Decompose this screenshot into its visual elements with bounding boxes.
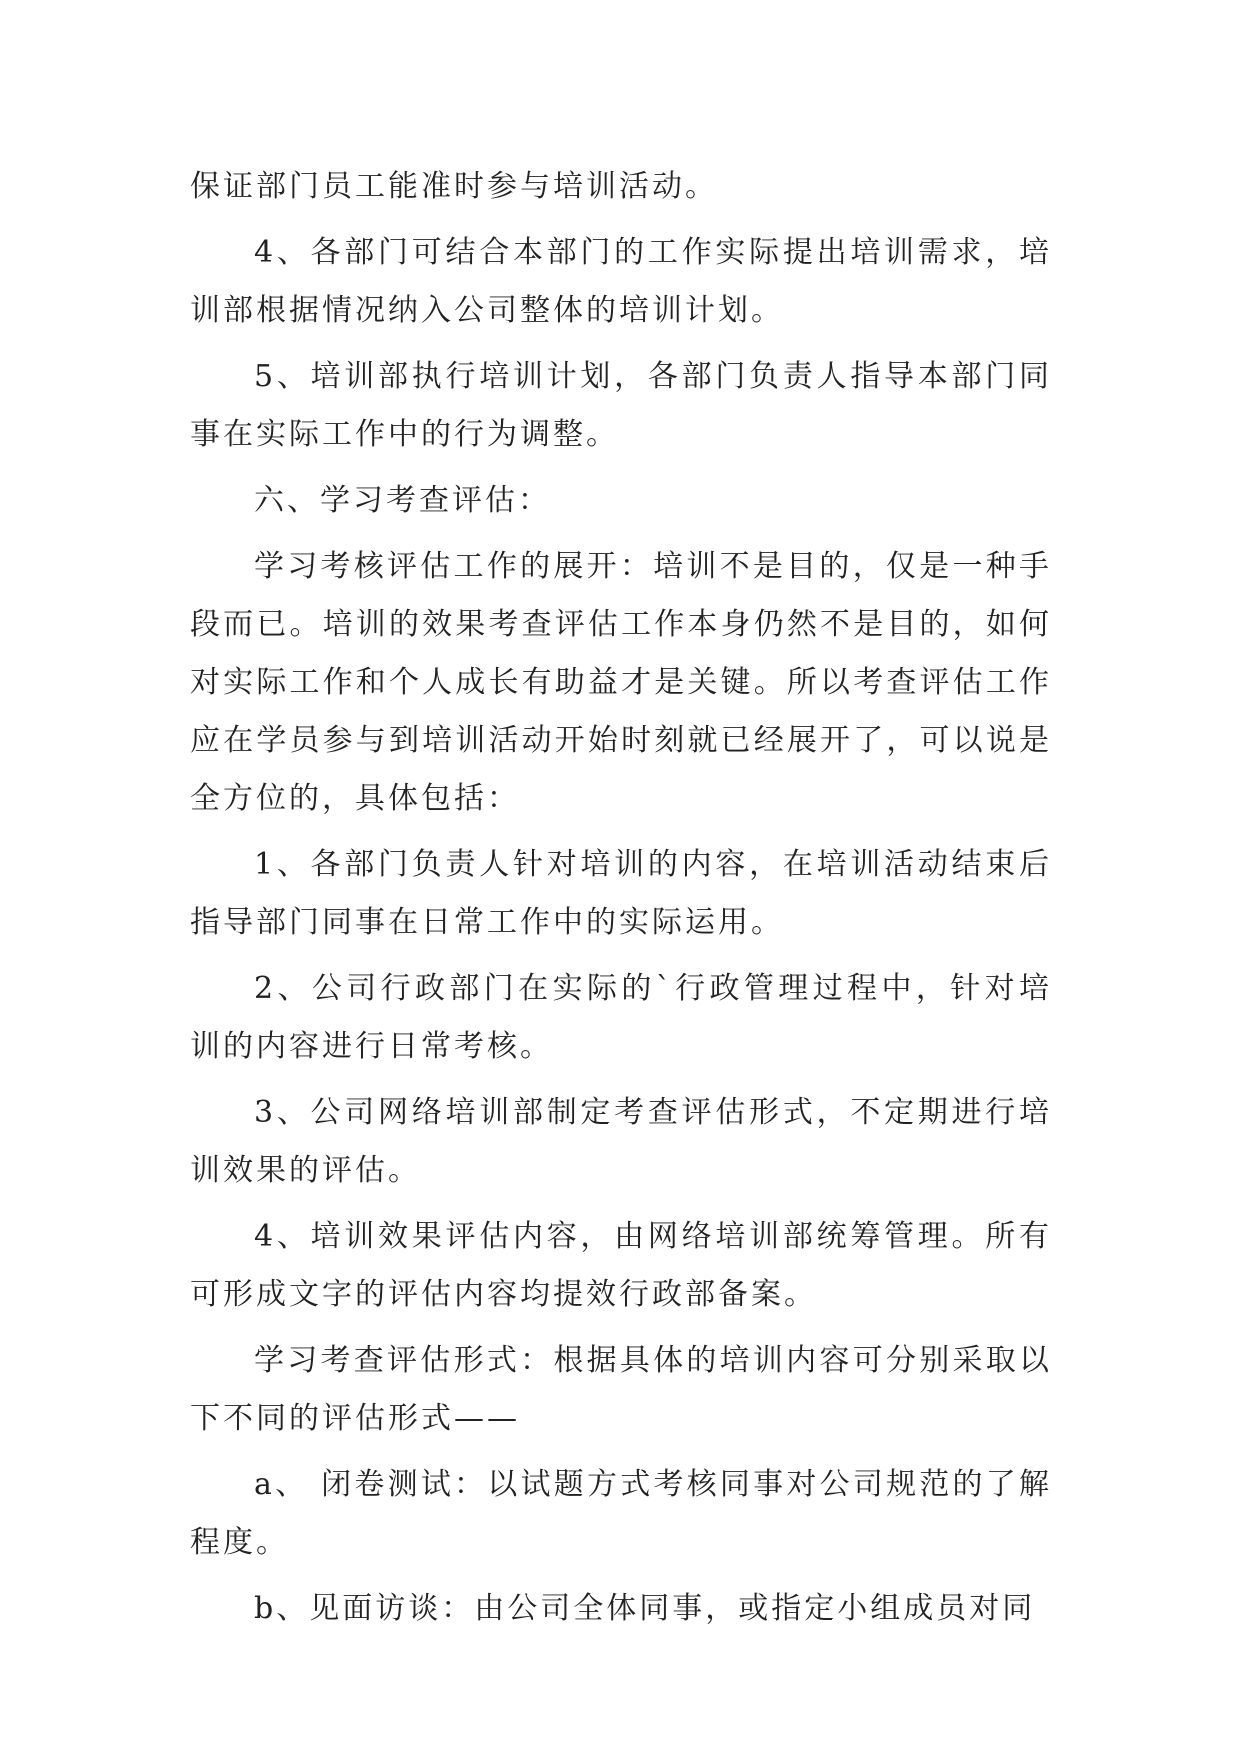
paragraph-item-4: 4、各部门可结合本部门的工作实际提出培训需求，培训部根据情况纳入公司整体的培训计划。 xyxy=(190,235,1052,328)
paragraph-form-b: b、见面访谈：由公司全体同事，或指定小组成员对同 xyxy=(254,1591,1036,1626)
paragraph-item-5: 5、培训部执行培训计划，各部门负责人指导本部门同事在实际工作中的行为调整。 xyxy=(190,359,1052,452)
paragraph-assessment-item-3: 3、公司网络培训部制定考查评估形式，不定期进行培训效果的评估。 xyxy=(190,1095,1052,1188)
paragraph-assessment-forms: 学习考查评估形式：根据具体的培训内容可分别采取以下不同的评估形式—— xyxy=(190,1343,1052,1436)
document-body xyxy=(190,158,1052,1646)
paragraph-assessment-item-1: 1、各部门负责人针对培训的内容，在培训活动结束后指导部门同事在日常工作中的实际运用。 xyxy=(190,847,1052,940)
section-heading-assessment: 六、学习考查评估： xyxy=(254,483,551,518)
paragraph-assessment-item-4: 4、培训效果评估内容，由网络培训部统筹管理。所有可形成文字的评估内容均提效行政部备案。 xyxy=(190,1219,1052,1312)
paragraph-assessment-intro: 学习考核评估工作的展开：培训不是目的，仅是一种手段而已。培训的效果考查评估工作本身仍然不是目的，如何对实际工作和个人成长有助益才是关键。所以考查评估工作应在学员参与到培训活动开始时刻就已经展开了，可以说是全方位的，具体包括： xyxy=(190,549,1052,816)
paragraph-assessment-item-2: 2、公司行政部门在实际的`行政管理过程中，针对培训的内容进行日常考核。 xyxy=(190,971,1052,1064)
paragraph-continuation: 保证部门员工能准时参与培训活动。 xyxy=(190,169,718,204)
paragraph-form-a: a、 闭卷测试：以试题方式考核同事对公司规范的了解程度。 xyxy=(190,1467,1052,1560)
